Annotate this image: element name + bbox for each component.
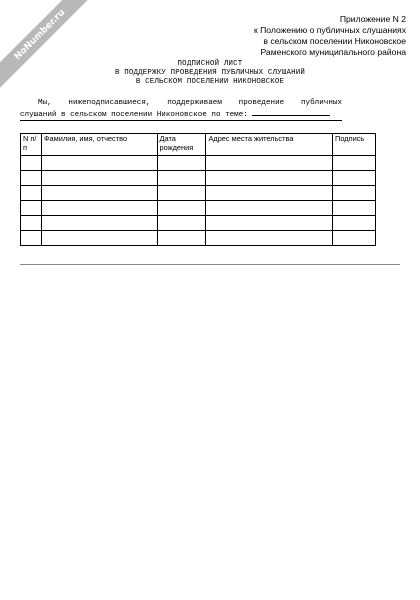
cell-full-name[interactable]: [41, 171, 157, 186]
cell-birth-date[interactable]: [157, 156, 206, 171]
header-address: Адрес места жительства: [206, 134, 333, 156]
cell-address[interactable]: [206, 216, 333, 231]
cell-number[interactable]: [21, 186, 42, 201]
header-birth-date: Дата рождения: [157, 134, 206, 156]
intro-line-2-wrap: [20, 108, 342, 120]
cell-number[interactable]: [21, 156, 42, 171]
intro-line-2: слушаний в сельском поселении Никоновское по теме:: [20, 111, 248, 119]
signature-table: [20, 133, 376, 246]
cell-signature[interactable]: [333, 171, 376, 186]
cell-address[interactable]: [206, 156, 333, 171]
annex-number: Приложение N 2: [339, 14, 406, 24]
table-row: [21, 201, 376, 216]
cell-birth-date[interactable]: [157, 231, 206, 246]
cell-signature[interactable]: [333, 186, 376, 201]
page-divider: [20, 264, 400, 265]
table-row: [21, 171, 376, 186]
cell-full-name[interactable]: [41, 216, 157, 231]
cell-address[interactable]: [206, 201, 333, 216]
cell-birth-date[interactable]: [157, 216, 206, 231]
annex-reference-2: в сельском поселении Никоновское: [263, 36, 406, 46]
cell-number[interactable]: [21, 231, 42, 246]
topic-blank-field[interactable]: [252, 108, 330, 116]
header-signature: Подпись: [333, 134, 376, 156]
table-row: [21, 186, 376, 201]
cell-full-name[interactable]: [41, 231, 157, 246]
annex-reference-3: Раменского муниципального района: [260, 47, 406, 57]
annex-header: [206, 14, 406, 58]
table-row: [21, 156, 376, 171]
table-header-row: [21, 134, 376, 156]
cell-signature[interactable]: [333, 156, 376, 171]
table-row: [21, 216, 376, 231]
header-number: N п/п: [21, 134, 42, 156]
title-line-3: В СЕЛЬСКОМ ПОСЕЛЕНИИ НИКОНОВСКОЕ: [135, 78, 285, 86]
cell-full-name[interactable]: [41, 156, 157, 171]
cell-signature[interactable]: [333, 201, 376, 216]
intro-line-1: Мы, нижеподписавшиеся, поддерживаем проведение публичных: [38, 99, 342, 107]
watermark-text: NoNumber.ru: [12, 7, 68, 63]
cell-signature[interactable]: [333, 216, 376, 231]
title-line-1: ПОДПИСНОЙ ЛИСТ: [177, 60, 243, 68]
cell-birth-date[interactable]: [157, 171, 206, 186]
cell-number[interactable]: [21, 171, 42, 186]
title-line-2: В ПОДДЕРЖКУ ПРОВЕДЕНИЯ ПУБЛИЧНЫХ СЛУШАНИЙ: [114, 69, 306, 77]
document-title: [0, 60, 420, 87]
cell-birth-date[interactable]: [157, 201, 206, 216]
cell-address[interactable]: [206, 231, 333, 246]
annex-reference-1: к Положению о публичных слушаниях: [253, 25, 406, 35]
intro-paragraph: [20, 98, 342, 120]
cell-birth-date[interactable]: [157, 186, 206, 201]
cell-address[interactable]: [206, 186, 333, 201]
cell-signature[interactable]: [333, 231, 376, 246]
topic-continuation-line[interactable]: [20, 120, 342, 121]
header-full-name: Фамилия, имя, отчество: [41, 134, 157, 156]
cell-address[interactable]: [206, 171, 333, 186]
table-row: [21, 231, 376, 246]
cell-full-name[interactable]: [41, 186, 157, 201]
cell-number[interactable]: [21, 216, 42, 231]
cell-number[interactable]: [21, 201, 42, 216]
cell-full-name[interactable]: [41, 201, 157, 216]
